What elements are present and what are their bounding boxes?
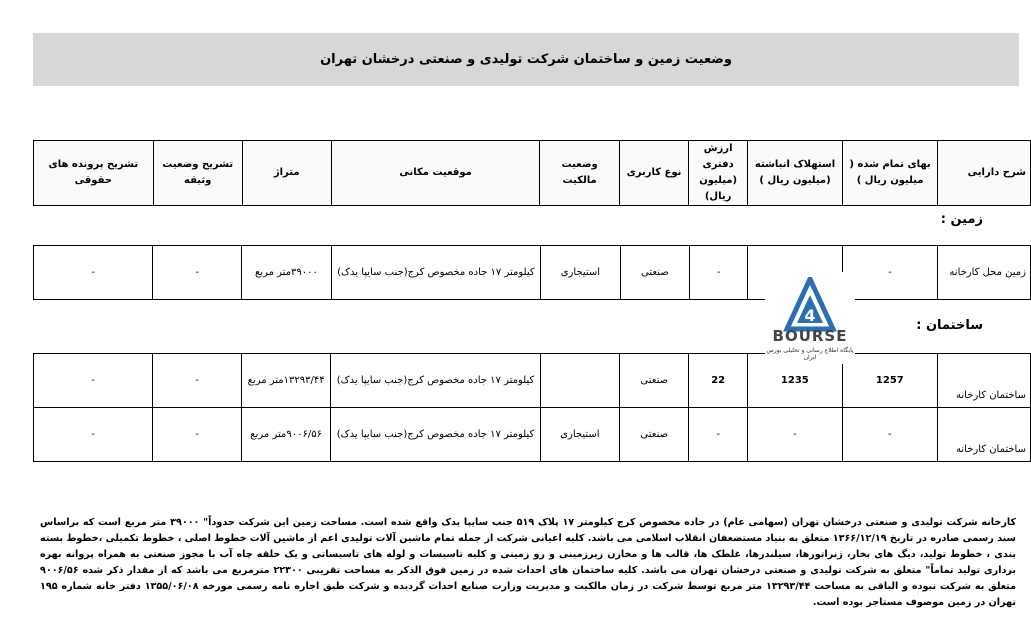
cell-cost: -: [842, 408, 937, 462]
cell-legal: -: [34, 408, 153, 462]
logo-subtitle: پایگاه اطلاع رسانی و تحلیلی بورس ایران: [766, 347, 854, 361]
cell-cost: 1257: [842, 354, 937, 408]
cell-ownership: استیجاری: [540, 408, 619, 462]
cell-legal: -: [34, 246, 153, 300]
cell-book-value: -: [690, 246, 748, 300]
bourse-logo-icon: [783, 277, 837, 333]
header-location: موقعیت مکانی: [331, 141, 540, 206]
header-area: متراژ: [242, 141, 331, 206]
page-title: [33, 33, 1019, 86]
cell-area: ۳۹۰۰۰متر مربع: [242, 246, 331, 300]
cell-ownership: استیجاری: [541, 246, 621, 300]
building-table: [33, 353, 1031, 462]
page-title-text: وضعیت زمین و ساختمان شرکت تولیدی و صنعتی درخشان تهران: [320, 52, 732, 67]
cell-collateral: -: [153, 246, 242, 300]
land-section-label: زمین :: [940, 212, 983, 227]
cell-book-value: 22: [689, 354, 747, 408]
cell-cost: -: [843, 246, 938, 300]
cell-asset: زمین محل کارخانه: [937, 246, 1030, 300]
logo-word: BOURSE: [772, 327, 848, 345]
table-row: [34, 354, 1031, 408]
table-row: [34, 408, 1031, 462]
cell-area: ۹۰۰۶/۵۶متر مربع: [241, 408, 331, 462]
bourse-logo: [765, 272, 855, 364]
footnote-paragraph: کارخانه شرکت تولیدی و صنعتی درخشان تهران (سهامی عام) در جاده مخصوص کرج کیلومتر ۱۷ پلاک ۵۱۹ جنب سایپا یدک واقع شده است. مساحت زمین این شرکت حدوداً" ۳۹۰۰۰ متر مربع است که براساس سند رسمی صادره در تاریخ ۱۳۶۶/۱۲/۱۹ متعلق به بنیاد مستضعفان انقلاب اسلامی می باشد. کلیه اعیانی شرکت از جمله تمام ماشین آلات تولیدی اعم از ماشین آلات خطوط اصلی ، خطوط تکمیلی ،خطوط بسته بندی ، خطوط تولید، دیگ های بخار، ژنراتورها، سیلندرها، غلطک ها، قالب ها و مخازن زیرزمینی و رو زمینی و کلیه تاسیسات و لوله های تاسیساتی و یک حلقه چاه آب با مجوز صنعتی به همراه پروانه بهره برداری تولید تماماً" متعلق به شرکت تولیدی و صنعتی درخشان تهران می باشد. کلیه ساختمان های احداث شده در زمین فوق الذکر به مساحت تقریبی ۲۲۳۰۰ مترمربع می باشد که از مقدار ذکر شده ۹۰۰۶/۵۶ متعلق به شرکت نبوده و الباقی به مساحت ۱۳۲۹۳/۴۴ متر مربع توسط شرکت در زمان مالکیت و مدیریت وزارت صنایع احداث گردیده و شرکت طبق اجاره نامه رسمی مورخه ۱۳۵۵/۰۶/۰۸ دفتر خانه شماره ۱۹۵ تهران در زمین موصوف مستاجر بوده است.: [40, 517, 1017, 608]
cell-location: کیلومتر ۱۷ جاده مخصوص کرج(جنب سایپا یدک): [331, 246, 541, 300]
land-table: [33, 245, 1031, 300]
cell-asset: ساختمان کارخانه: [937, 408, 1030, 462]
cell-depreciation: 1235: [747, 354, 842, 408]
header-book-value: ارزش دفتری (میلیون ریال): [689, 141, 748, 206]
header-cost: بهای تمام شده ( میلیون ریال ): [843, 141, 938, 206]
header-legal: تشریح پرونده های حقوقی: [34, 141, 154, 206]
header-ownership: وضعیت مالکیت: [540, 141, 619, 206]
cell-usage: صنعتی: [620, 354, 689, 408]
header-depreciation: استهلاک انباشته (میلیون ریال ): [748, 141, 843, 206]
header-asset: شرح دارایی: [938, 141, 1031, 206]
svg-text:4: 4: [804, 306, 816, 325]
cell-asset: ساختمان کارخانه: [937, 354, 1030, 408]
header-table: [33, 140, 1031, 206]
cell-depreciation: -: [747, 408, 842, 462]
header-usage: نوع کاربری: [619, 141, 688, 206]
table-row: [34, 246, 1031, 300]
cell-location: کیلومتر ۱۷ جاده مخصوص کرج(جنب سایپا یدک): [331, 354, 540, 408]
cell-book-value: -: [689, 408, 747, 462]
cell-collateral: -: [153, 354, 242, 408]
building-section-label: ساختمان :: [916, 318, 983, 333]
cell-ownership: [540, 354, 619, 408]
cell-usage: صنعتی: [620, 408, 689, 462]
cell-area: ۱۳۲۹۳/۴۴متر مربع: [241, 354, 331, 408]
cell-legal: -: [34, 354, 153, 408]
cell-location: کیلومتر ۱۷ جاده مخصوص کرج(جنب سایپا یدک): [331, 408, 540, 462]
cell-usage: صنعتی: [620, 246, 689, 300]
header-collateral: تشریح وضعیت وثیقه: [153, 141, 242, 206]
cell-collateral: -: [153, 408, 242, 462]
